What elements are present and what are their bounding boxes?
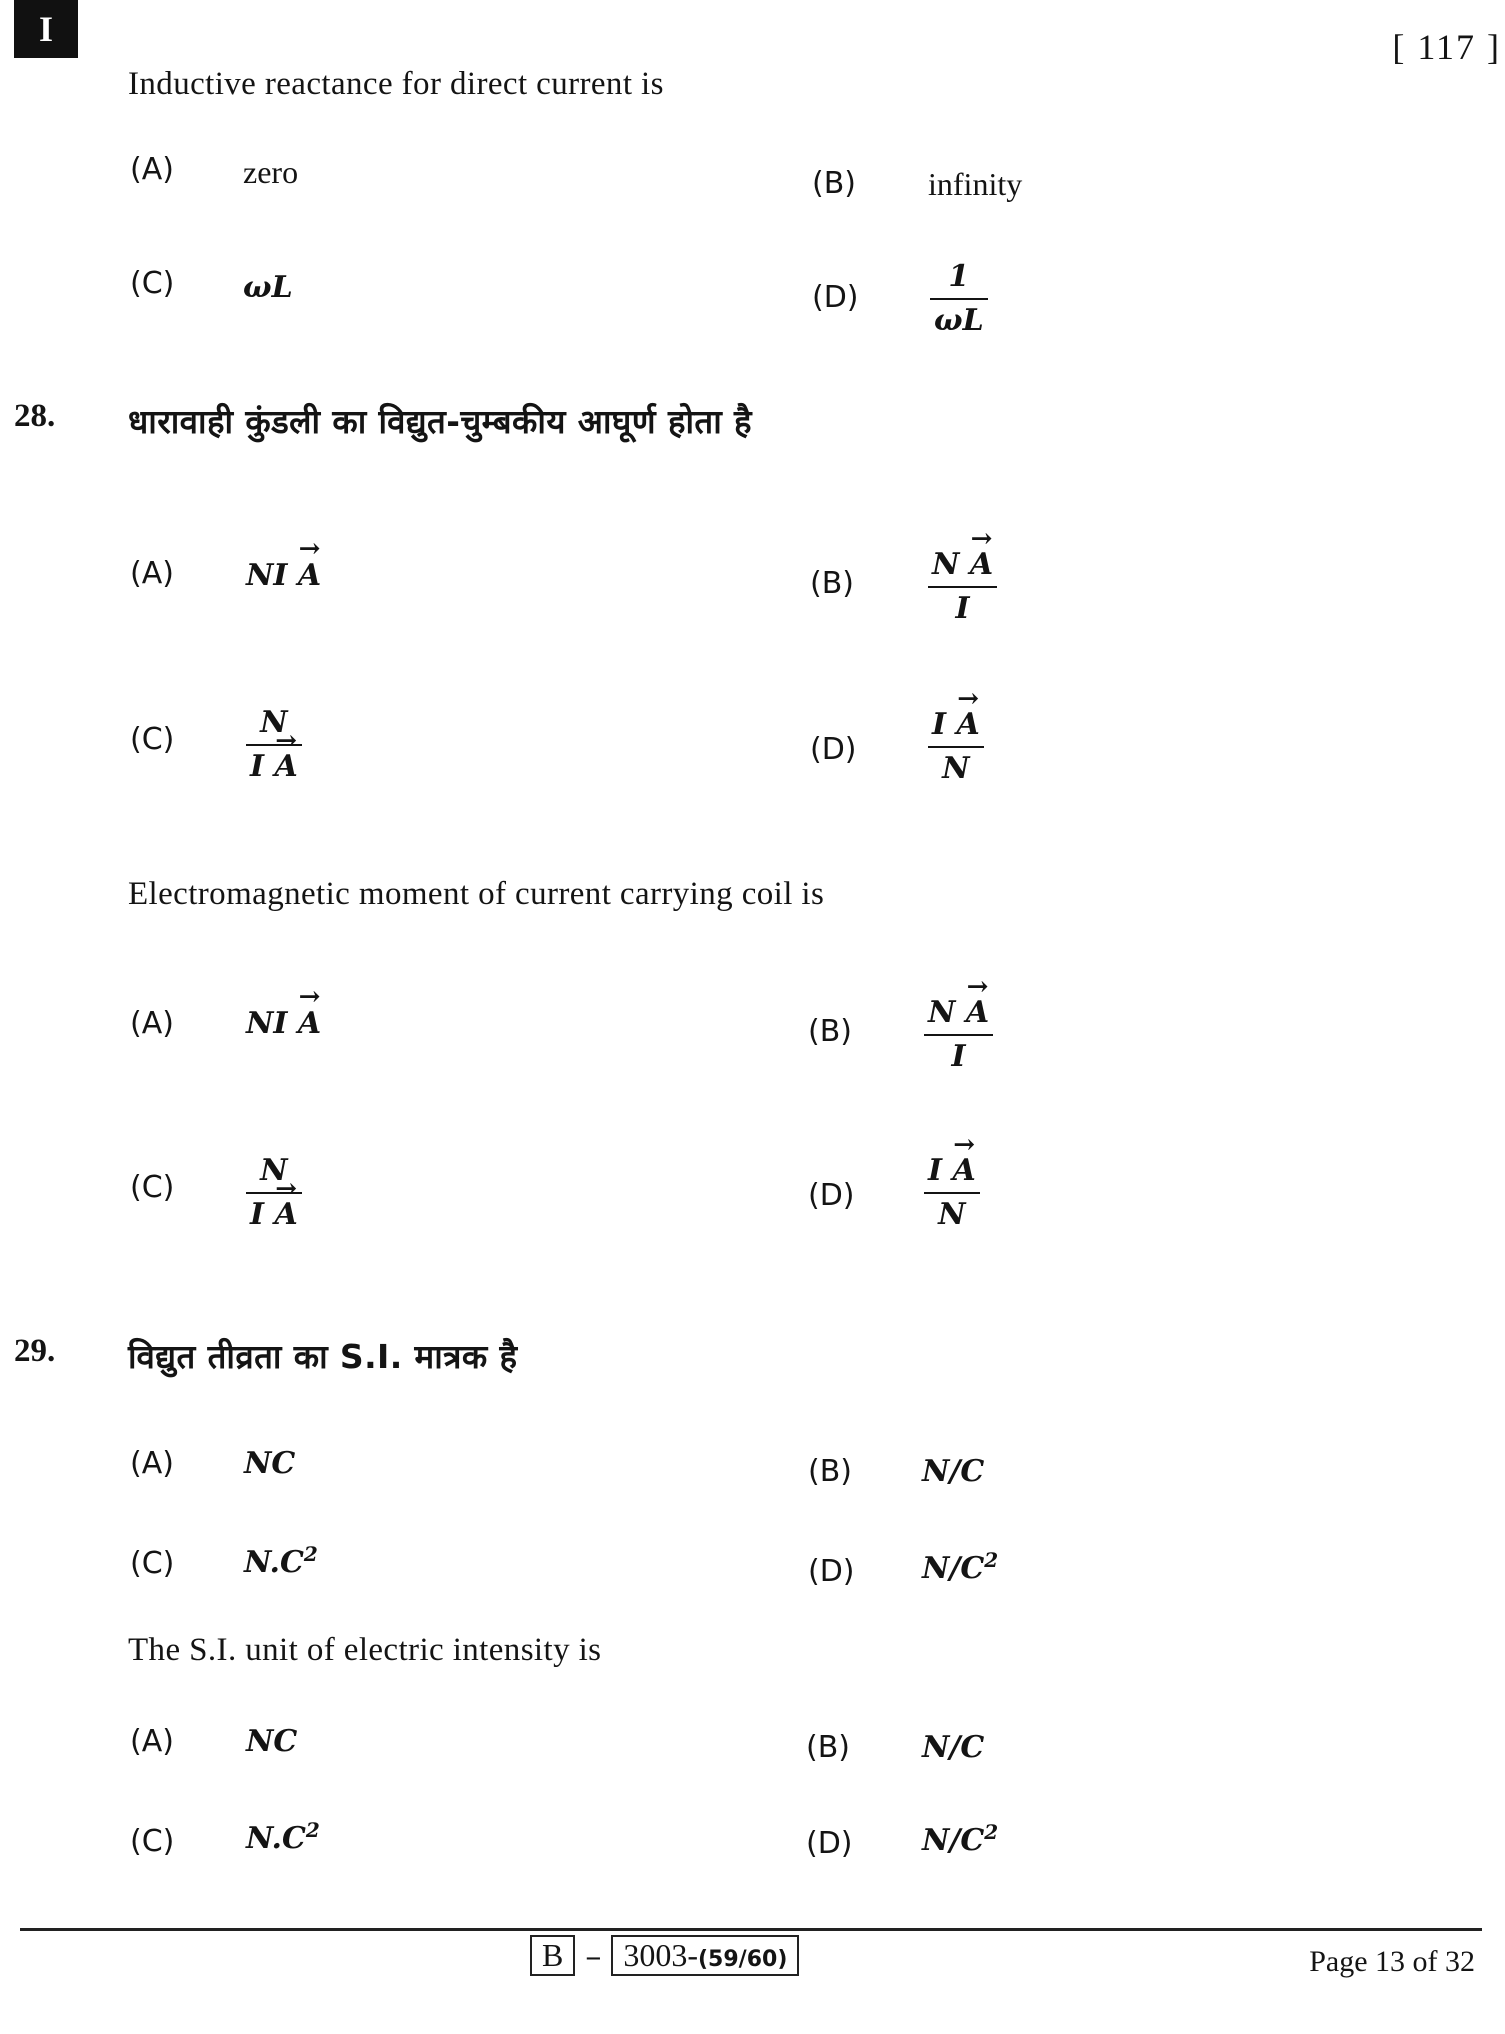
q29-en-opt-a-value: NC bbox=[246, 1724, 298, 1759]
q27-opt-d-fraction: 1 ωL bbox=[930, 262, 988, 336]
q27-opt-a-label: (A) bbox=[130, 152, 174, 187]
q27-opt-b-label: (B) bbox=[812, 166, 856, 201]
q27-text-en: Inductive reactance for direct current is bbox=[128, 66, 664, 102]
q29-en-opt-c-value: $N.C^2$ bbox=[246, 1818, 320, 1856]
q28-en-opt-c-fraction: N I → A bbox=[246, 1156, 302, 1230]
q28-hi-opt-b-fraction: N → A I bbox=[928, 550, 997, 624]
q27-opt-b-value: infinity bbox=[928, 166, 1023, 202]
q27-opt-c-label: (C) bbox=[130, 266, 175, 301]
q28-en-opt-b-label: (B) bbox=[808, 1014, 852, 1049]
footer-rule bbox=[20, 1928, 1482, 1931]
q29-hi-opt-d-value: $N/C^2$ bbox=[922, 1548, 999, 1586]
q27-opt-d-label: (D) bbox=[812, 280, 859, 315]
q29-en-opt-c-label: (C) bbox=[130, 1824, 175, 1859]
q28-en-opt-a-label: (A) bbox=[130, 1006, 174, 1041]
q27-opt-c-value: ωL bbox=[243, 270, 293, 305]
section-badge: I bbox=[14, 0, 78, 58]
q29-en-opt-d-value: $N/C^2$ bbox=[922, 1820, 999, 1858]
q28-en-opt-d-label: (D) bbox=[808, 1178, 855, 1213]
q28-en-opt-d-fraction: I → A N bbox=[924, 1156, 980, 1230]
q27-opt-a-value: zero bbox=[243, 154, 299, 190]
q28-hi-opt-a-value: NI → A bbox=[246, 558, 321, 593]
q28-hi-opt-b-label: (B) bbox=[810, 566, 854, 601]
q29-en-opt-b-value: N/C bbox=[922, 1730, 985, 1765]
q29-text-hi: विद्युत तीव्रता का S.I. मात्रक है bbox=[128, 1337, 518, 1376]
q29-hi-opt-d-label: (D) bbox=[808, 1554, 855, 1589]
q28-hi-opt-a-label: (A) bbox=[130, 556, 174, 591]
q28-hi-opt-d-fraction: I → A N bbox=[928, 710, 984, 784]
q29-number: 29. bbox=[14, 1333, 56, 1369]
q28-text-en: Electromagnetic moment of current carrying coil is bbox=[128, 876, 825, 912]
footer-dash: – bbox=[585, 1936, 602, 1975]
q28-en-opt-b-fraction: N → A I bbox=[924, 998, 993, 1072]
q28-en-opt-a-value: NI → A bbox=[246, 1006, 321, 1041]
q29-en-opt-b-label: (B) bbox=[806, 1730, 850, 1765]
q28-hi-opt-c-label: (C) bbox=[130, 722, 175, 757]
q28-hi-opt-c-fraction: N I → A bbox=[246, 708, 302, 782]
q29-text-en: The S.I. unit of electric intensity is bbox=[128, 1632, 602, 1668]
page-number: Page 13 of 32 bbox=[1309, 1945, 1475, 1978]
q29-hi-opt-c-label: (C) bbox=[130, 1546, 175, 1581]
page-code: [ 117 ] bbox=[1392, 27, 1501, 67]
q29-en-opt-a-label: (A) bbox=[130, 1724, 174, 1759]
q29-hi-opt-a-value: NC bbox=[244, 1446, 296, 1481]
q29-en-opt-d-label: (D) bbox=[806, 1826, 853, 1861]
series-box: B bbox=[530, 1935, 575, 1976]
q29-hi-opt-b-label: (B) bbox=[808, 1454, 852, 1489]
paper-code-box: 3003-(59/60) bbox=[611, 1935, 799, 1976]
q29-hi-opt-b-value: N/C bbox=[922, 1454, 985, 1489]
q28-number: 28. bbox=[14, 398, 56, 434]
q28-text-hi: धारावाही कुंडली का विद्युत-चुम्बकीय आघूर्ण होता है bbox=[128, 402, 752, 441]
q28-en-opt-c-label: (C) bbox=[130, 1170, 175, 1205]
footer-paper-code bbox=[530, 1935, 799, 1976]
q29-hi-opt-c-value: $N.C^2$ bbox=[244, 1542, 318, 1580]
q29-hi-opt-a-label: (A) bbox=[130, 1446, 174, 1481]
q28-hi-opt-d-label: (D) bbox=[810, 732, 857, 767]
